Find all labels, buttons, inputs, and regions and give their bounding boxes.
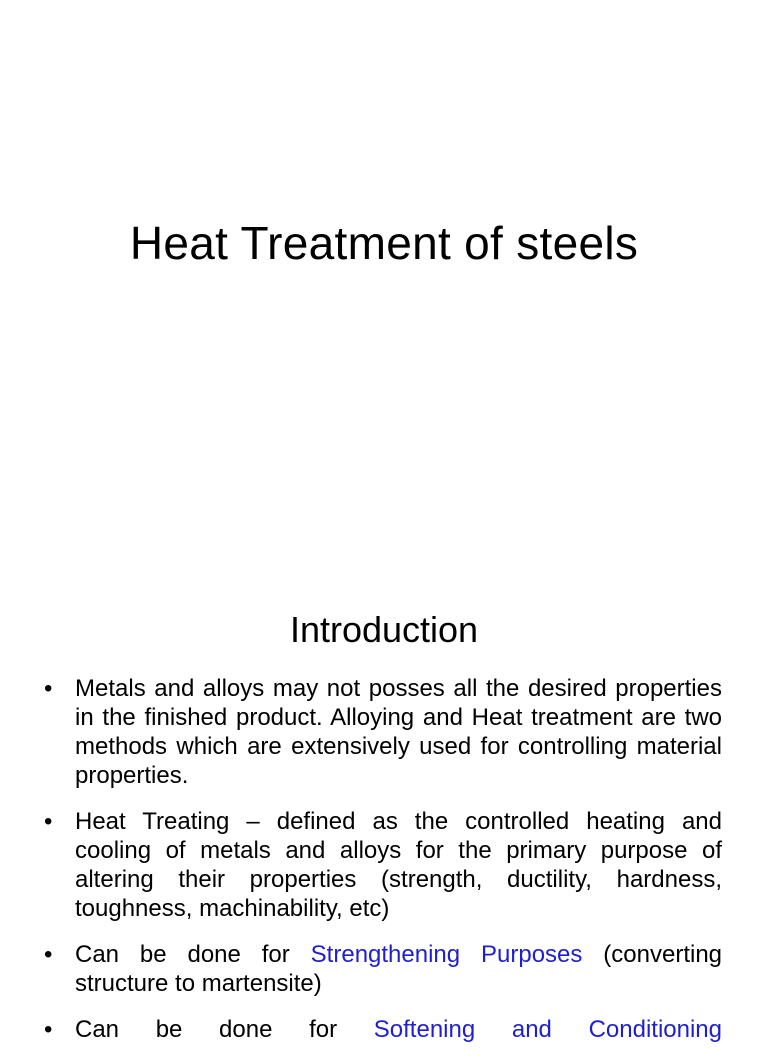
bullet-text-prefix: Can be done for xyxy=(75,1016,374,1043)
bullet-item-heat-treating-definition xyxy=(40,807,722,923)
bullet-item-strengthening xyxy=(40,940,722,998)
bullet-text-suffix: (converting structure to martensite) xyxy=(75,941,723,997)
bullet-list xyxy=(40,674,722,1061)
bullet-icon: • xyxy=(44,1016,53,1043)
strengthening-purposes-link: Strengthening Purposes xyxy=(310,941,583,968)
bullet-icon: • xyxy=(44,808,53,835)
introduction-slide xyxy=(0,576,768,1043)
bullet-icon: • xyxy=(44,941,53,968)
section-heading: Introduction xyxy=(289,609,479,650)
bullet-text-prefix: Can be done for xyxy=(75,941,311,968)
slide-title: Heat Treatment of steels xyxy=(129,217,639,269)
bullet-item-metals-alloys xyxy=(40,674,722,790)
softening-conditioning-link: Softening and Conditioning xyxy=(373,1016,722,1043)
bullet-icon: • xyxy=(44,675,53,702)
bullet-text: Heat Treating – defined as the controlled heating and cooling of metals and alloys for the primary purpose of altering their properties (strength, ductility, hardness, toughness, machinability, etc) xyxy=(75,808,722,922)
bullet-text: Metals and alloys may not posses all the desired properties in the finished product. Alloying and Heat treatment are two methods which are extensively used for controlling material properties. xyxy=(75,675,722,789)
bullet-item-softening xyxy=(40,1015,722,1044)
